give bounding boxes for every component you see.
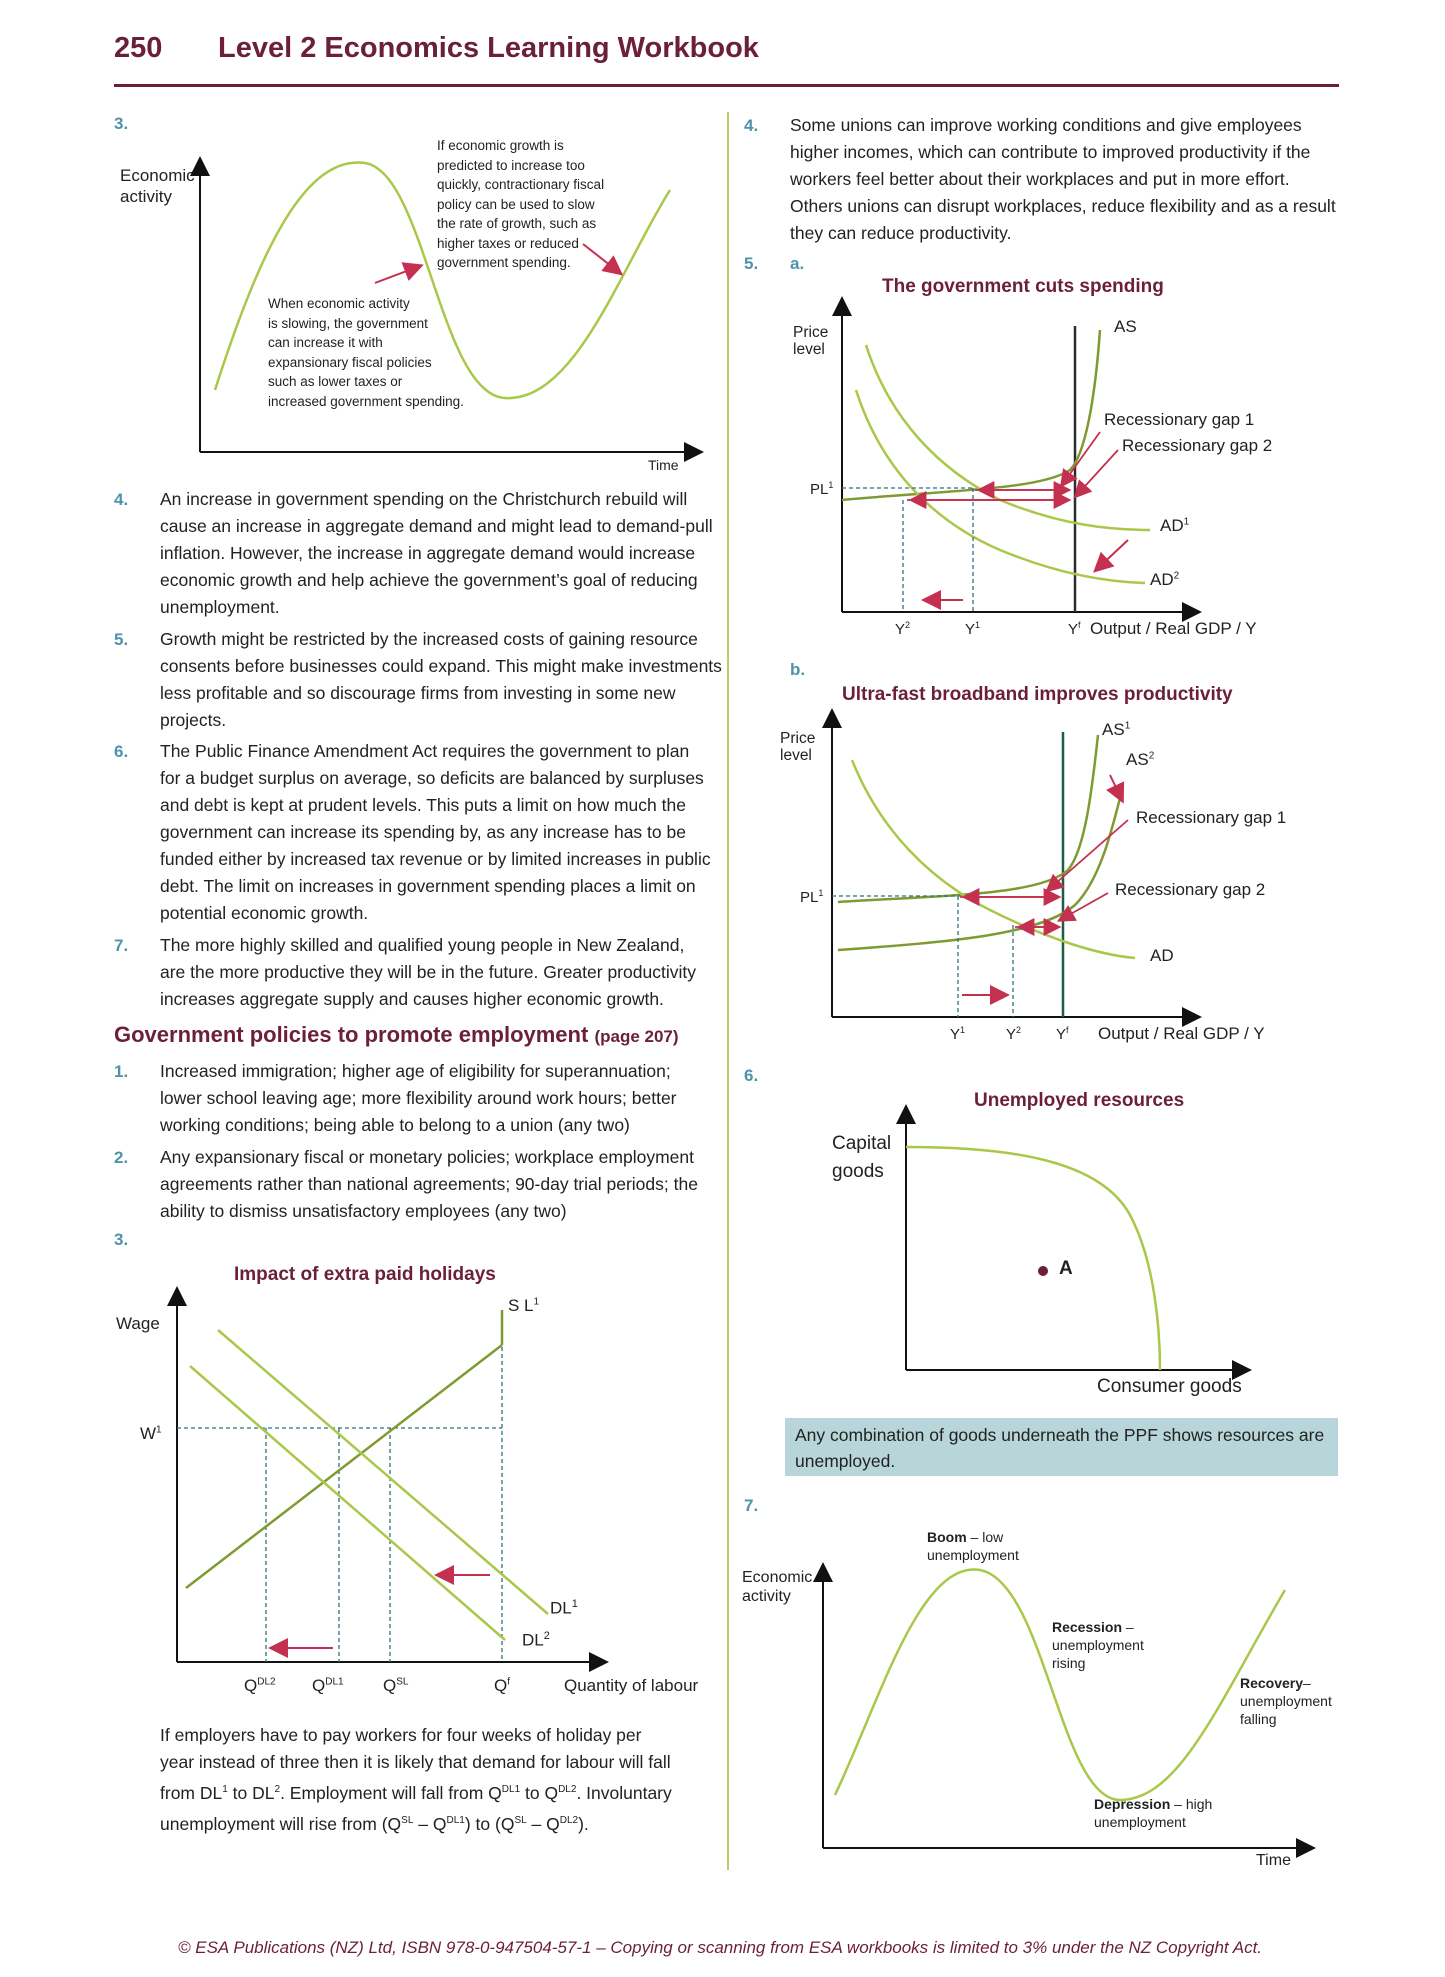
dl2-label: $DL^2$: [522, 1630, 550, 1650]
y1-label: $Y^1$: [965, 620, 981, 638]
y1-label-b: $Y^1$: [950, 1025, 966, 1043]
as2-label: $AS^2$: [1126, 750, 1155, 769]
pl1-label-b: $PL^1$: [800, 888, 824, 906]
chart-b-xlabel: Output / Real GDP / Y: [1098, 1024, 1265, 1043]
ppf-title: Unemployed resources: [974, 1090, 1185, 1111]
yf-label: $Y^f$: [1068, 620, 1081, 638]
chart-a-ylabel: Price level: [793, 324, 829, 358]
sl1-label: S $L^1$: [508, 1296, 540, 1315]
gap1b-label: Recessionary gap 1: [1136, 808, 1287, 827]
labour-explanation: If employers have to pay workers for four weeks of holiday per year instead of three then it is likely that demand for labour will fall from $DL^1$ to $DL^2$. Employment will fall from $Q^{DL1}$ to $Q^{DL2}$. Involuntary unemployment will rise from $(Q^{SL} - Q^{DL1})$ to $(Q^{SL} - Q^{DL2})$.: [160, 1725, 672, 1834]
as-label: AS: [1114, 317, 1137, 336]
qf-label: $Q^f$: [494, 1676, 511, 1695]
y2-label-b: $Y^2$: [1006, 1025, 1022, 1043]
question-number: 3.: [114, 1230, 129, 1249]
chart1-ylabel: Economic activity: [120, 166, 195, 206]
ad1-label: $AD^1$: [1160, 516, 1190, 535]
sub-question-b: b.: [790, 660, 806, 679]
w1-label: $W^1$: [140, 1424, 162, 1443]
section-heading: Government policies to promote employment (page 207): [114, 1022, 679, 1047]
boom-label: Boom – low unemployment: [927, 1529, 1019, 1563]
copyright-footer: © ESA Publications (NZ) Ltd, ISBN 978-0-947504-57-1 – Copying or scanning from ESA workbooks is limited to 3% under the NZ Copyright Act.: [178, 1938, 1263, 1957]
ppf-note: Any combination of goods underneath the PPF shows resources are unemployed.: [785, 1418, 1338, 1476]
qsl-label: $Q^{SL}$: [383, 1676, 409, 1695]
chart-b-title: Ultra-fast broadband improves productivity: [842, 684, 1233, 705]
chart-b-ylabel: Price level: [780, 730, 816, 764]
as1-label: $AS^1$: [1102, 720, 1131, 739]
annotation-contractionary: If economic growth is predicted to increase too quickly, contractionary fiscal policy can be used to slow the rate of growth, such as higher taxes or reduced government spending.: [437, 138, 605, 270]
qdl2-label: $Q^{DL2}$: [244, 1676, 276, 1695]
ppf-xlabel: Consumer goods: [1097, 1376, 1242, 1397]
recession-label: Recession – unemployment rising: [1052, 1619, 1144, 1671]
labour-chart-title: Impact of extra paid holidays: [234, 1264, 496, 1285]
cycle-curve-b: [835, 1569, 1285, 1800]
chart-a-title: The government cuts spending: [882, 276, 1164, 297]
cycle-xlabel: Time: [1256, 1852, 1291, 1869]
annotation-expansionary: When economic activity is slowing, the government can increase it with expansionary fiscal policies such as lower taxes or increased government spending.: [268, 296, 464, 409]
gap2b-label: Recessionary gap 2: [1115, 880, 1266, 899]
ppf-ylabel: Capital goods: [832, 1133, 892, 1182]
sub-question-a: a.: [790, 254, 805, 273]
yf-label-b: $Y^f$: [1056, 1025, 1069, 1043]
cycle-ylabel: Economic activity: [742, 1569, 813, 1605]
dl1-label: $DL^1$: [550, 1598, 578, 1618]
point-a-label: A: [1059, 1258, 1073, 1279]
gap1-label: Recessionary gap 1: [1104, 410, 1255, 429]
page-number: 250: [114, 32, 163, 64]
gap2-label: Recessionary gap 2: [1122, 436, 1273, 455]
question-number: 7.: [744, 1496, 759, 1515]
page-title: Level 2 Economics Learning Workbook: [218, 32, 759, 64]
chart1-xlabel: Time: [648, 457, 679, 473]
depression-label: Depression – high unemployment: [1094, 1796, 1213, 1830]
ad-label: AD: [1150, 946, 1174, 965]
chart-a-xlabel: Output / Real GDP / Y: [1090, 619, 1257, 638]
question-number: 6.: [744, 1066, 759, 1085]
question-number: 5.: [744, 254, 759, 273]
y2-label: $Y^2$: [895, 620, 911, 638]
pl1-label: $PL^1$: [810, 480, 834, 498]
recovery-label: Recovery– unemployment falling: [1240, 1675, 1332, 1727]
qdl1-label: $Q^{DL1}$: [312, 1676, 344, 1695]
ad2-label: $AD^2$: [1150, 570, 1180, 589]
labour-xlabel: Quantity of labour: [564, 1676, 699, 1695]
labour-ylabel: Wage: [116, 1314, 160, 1333]
question-number: 3.: [114, 114, 129, 133]
